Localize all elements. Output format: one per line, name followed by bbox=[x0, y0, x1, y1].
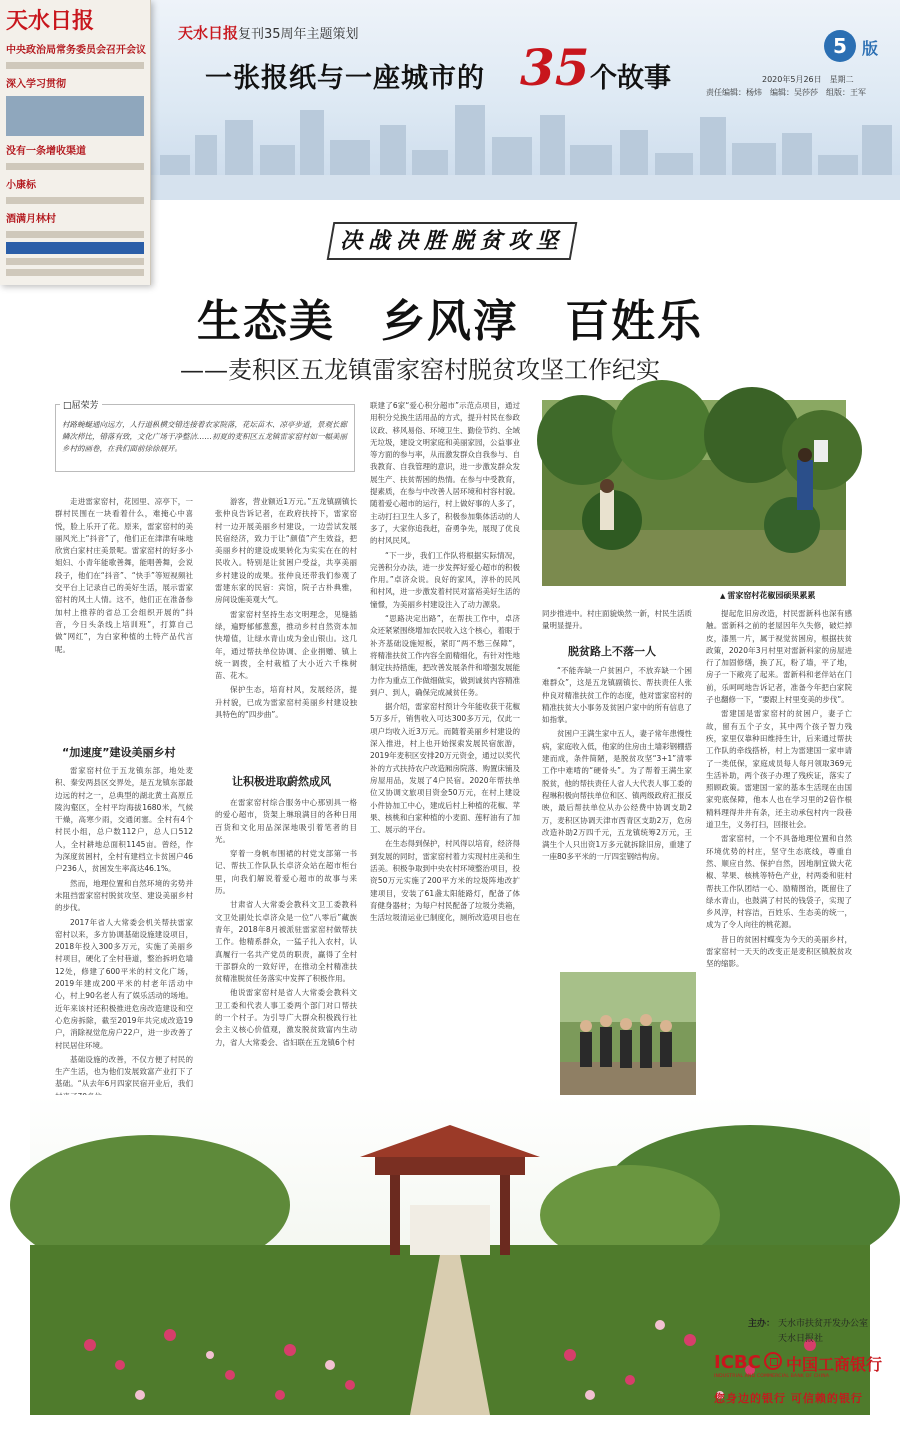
paragraph: 甘肃省人大常委会教科文卫工委教科文卫处副处长卓济众是一位“八零后”藏族青年，2018年8月被派驻雷家窑村做帮扶工作。他精系群众，一猛子扎入农村，认真履行一名共产党员的职责，赢得了全村干部群众的一致好评，在推动全村精准扶贫精准脱贫任务落实中发挥了积极作用。 bbox=[215, 900, 357, 984]
paragraph: 昔日的贫困村蝶变为今天的美丽乡村，雷家窑村一天天的改变正是麦积区镇脱贫攻坚的缩影。 bbox=[706, 934, 852, 969]
paragraph: 游客，营业额近1万元。”五龙镇副镇长张仲良告诉记者，在政府扶持下，雷家窑村一边开展美丽乡村建设，一边尝试发展民宿经济，致力于让“颜值”产生效益，把美丽乡村的建设成果转化为实实在在的村民收入。特别是让贫困户受益，共享美丽乡村建设的成果。张仲良还带我们参观了雷建东家的民宿：宾馆，院子古朴典雅，房间设施美观大气。 bbox=[215, 497, 357, 605]
editor-credits: 责任编辑：杨炜 编辑：吴莎莎 组版：王军 bbox=[706, 88, 866, 97]
paragraph: 雷家窑村位于五龙镇东部，地处麦积、秦安两县区交界处，是五龙镇东部最边远的村之一，总典型的湖北黄土高原丘陵沟壑区，全村平均海拔1680米，气候干燥，高寒少雨，交通闭塞。全村有4个村民小组，总户数112户，总人口512人，全村耕地总面积1145亩。曾经，作为深度贫困村，全村有建档立卡贫困户46户236人，贫困发生率高达46.1%。 bbox=[55, 766, 193, 874]
feature-title-number: 35 bbox=[520, 38, 590, 97]
thumb-headline: 中央政治局常务委员会召开会议 bbox=[6, 45, 146, 56]
paragraph: 雷建国是雷家窑村的贫困户，妻子亡故，留有五个子女，其中两个孩子智力残疾，家里仅靠种田维持生计，后来通过帮扶工作队的牵线搭桥，村上为雷建国一家申请了一类低保，家庭成员每人每月领取369元生活补助，两个孩子办理了残疾证，落实了照顾政策。雷建国一家的基本生活现在由国家兜底保障，他本人也在学习里的2倍作根精料理得井井有条，还主动承包村内一段巷道卫生，义务打扫，回报社会。 bbox=[706, 709, 852, 830]
photo-caption: ▲ 雷家窑村花椒园硕果累累 bbox=[720, 590, 815, 601]
paragraph: 贫困户王满生家中五人，妻子常年患慢性病，家庭收入低，他家的住房由土墙彩钢棚搭建而成，条件简陋，是脱贫攻坚“3+1”清零工作中难啃的“硬骨头”。为了帮着王满生家脱贫，他的帮扶责任人省人大代表人事工委的程琳积极向帮扶单位和区、镇两级政府汇报反映，最后帮扶单位从办公经费中协调支助2万，麦积区协调天津市西青区支助2万，危房改造补助2万四千元，五龙镇统筹2万元，王满生个人只出资1万多元就拆除旧房，重建了一座80多平米的一厅四室钢结构房。 bbox=[542, 729, 692, 862]
article-column-4b bbox=[542, 665, 692, 965]
city-skyline-illustration bbox=[150, 95, 900, 200]
paragraph: 同步推进中。村庄面貌焕然一新，村民生活质量明显提升。 bbox=[542, 609, 692, 631]
thumb-blue-strip bbox=[6, 242, 144, 254]
thumb-headline: 小康标 bbox=[6, 180, 36, 191]
feature-theme: 复刊35周年主题策划 bbox=[238, 27, 359, 42]
issue-date: 2020年5月26日 星期二 bbox=[762, 75, 854, 84]
paragraph: 雷家窑村坚持生态文明理念，见缝插绿，遍野郁郁葱葱，推动乡村自然资本加快增值，让绿水青山成为金山银山。这几年，通过帮扶单位协调、企业捐赠、镇上统一调拨，全村栽植了大小近六千株树苗、花木。 bbox=[215, 609, 357, 681]
paragraph: 在生态得到保护，村风得以培育，经济得到发展的同时，雷家窑村着力实现村庄美和生活美。积极争取到中央农村环境整治项目，投资50万元实施了200平方米的垃圾阵地改扩建项目，安装了61盏太阳能路灯，配备了体育健身器材；为每户村民配备了垃圾分类箱，生活垃圾清运业已制度化，厕所改造项目也在 bbox=[370, 839, 520, 923]
paragraph: 联建了6家“爱心积分超市”示范点项目，通过用积分兑换生活用品的方式，提升村民在参政议政、移风易俗、环境卫生、勤俭节约、全域无垃圾，建设文明家庭和美丽家园，公益事业等方面的参与率，从而激发群众自我参与、自我教育、自我管理的意识，进一步激发群众发展生产、扶贫帮困的热情。在参与中受教育，提素质，在参与中改善人居环境和村容村貌。随着爱心超市的运行，村上做好事的人多了，主动打扫卫生人多了，积极参加集体活动的人多了，大家你追我赶，奋勇争先，展现了优良的村风民风。 bbox=[370, 401, 520, 546]
article-column-1b bbox=[55, 765, 193, 1089]
paragraph: 穿着一身帆布围裙的村党支部第一书记、帮扶工作队队长卓济众站在超市柜台里，向我们解说着爱心超市的故事与来历。 bbox=[215, 849, 357, 896]
article-column-2b bbox=[215, 797, 357, 1087]
sponsor-label: 主办： bbox=[748, 1319, 776, 1329]
icbc-wordmark: ICBC bbox=[714, 1352, 761, 1373]
paragraph: 提起危旧房改造，村民雷新科也深有感触。雷新科之前的老屋因年久失修，破烂掉皮，漆黑一片，属于视觉贫困房，根据扶贫政策，2020年3月村里对雷新科家的房屋进行了加固修缮，换了瓦，粉了墙，平了地，房子一下敞亮了起来。雷新科和老伴站在门前，乐呵呵地告诉记者，准备今年把白家院子也翻修一下，“要跟上村里变美的步伐”。 bbox=[706, 609, 852, 705]
paragraph: 在雷家窑村综合服务中心那别具一格的爱心超市，货架上琳琅满目的各种日用百货和文化用品深深地吸引着笔者的目光。 bbox=[215, 798, 357, 844]
lead-paragraph: 村路蜿蜒通向远方，人行道枞横交错连接着农家院落，花坛苗木、凉亭步道，景观长廊鳞次栉比，错落有致，文化广场干净整洁……初夏的麦积区五龙镇雷家窑村如一幅美丽乡村的画卷，在我们面前徐徐展开。 bbox=[62, 420, 347, 453]
sponsor-name: 天水市扶贫开发办公室 bbox=[778, 1319, 869, 1329]
article-column-4 bbox=[542, 608, 692, 634]
article-author: □屈荣芳 bbox=[60, 398, 102, 411]
paragraph: 据介绍，雷家窑村预计今年能收获干花椒5万多斤，销售收入可达300多万元，仅此一项户均收入近3万元。而随着美丽乡村建设的深入推进，村上也开始探索发展民宿旅游，2019年麦积区安排20万元资金，通过以奖代补的方式扶持农户改造厢房院落、购置床铺及房屋用品，发展了4户民宿。2020年帮扶单位又协调文旅项目资金50万元，在村上建设小件协加工中心，建成后村上种植的花椒、苹果、核桃和白家种植的小麦面、莲籽油有了加工、展示的平台。 bbox=[370, 702, 520, 835]
paragraph: “下一步，我们工作队将根据实际情况，完善积分办法，进一步发挥好爱心超市的积极作用。”卓济众说。良好的家风，淳朴的民风和村风，进一步激发着村民对富裕美好生活的憧憬，为美丽乡村建设注入了动力源泉。 bbox=[370, 550, 520, 609]
paragraph: 2017年省人大常委会机关帮扶雷家窑村以来，多方协调基础设施建设项目，2018年投入300多万元，实施了美丽乡村项目，硬化了全村巷道，整治拆坍危墙12处，修建了600平米的村文化广场，2019年建成200平米的村老年活动中心，村上90名老人有了娱乐活动的场地。近年来该村还积极推进危房改造建设和空心危房拆除，截至2019年共完成改造19户，消除视觉危房户22户，进一步改善了村民居住环境。 bbox=[55, 917, 193, 1050]
section-subhead: “加速度”建设美丽乡村 bbox=[62, 746, 176, 759]
icbc-english-name: INDUSTRIAL AND COMMERCIAL BANK OF CHINA bbox=[714, 1374, 830, 1379]
paragraph: “思路决定出路”，在帮扶工作中，卓济众还紧紧围绕增加农民收入这个核心，着眼于补齐基础设施短板，紧盯“两不愁三保障”，将精准扶贫工作内容全面精细化，有针对性地制定扶持措施，把改善发展条件和增强发展能力作为重点工作做细做实，做到诚贫内容精准到户、到人，确保完成减贫任务。 bbox=[370, 614, 520, 697]
newspaper-brand: 天水日报 bbox=[178, 24, 239, 42]
thumb-headline: 深入学习贯彻 bbox=[6, 79, 66, 90]
icbc-chinese-name: 中国工商银行 bbox=[786, 1355, 883, 1374]
article-column-1 bbox=[55, 496, 193, 696]
paragraph: “不能奔缺一户贫困户，不放弃缺一个困难群众”，这是五龙镇副镇长、帮扶责任人张仲良对精准扶贫工作的态度，他对雷家窑村的精准扶贫大小事务及贫困户家中的所有信息了如指掌。 bbox=[542, 666, 692, 725]
section-subhead: 让积极进取蔚然成风 bbox=[232, 775, 331, 788]
thumb-photo bbox=[6, 96, 144, 136]
paragraph: 基础设施的改善，不仅方便了村民的生产生活，也为他们发展致富产业打下了基础。“从去年6月四家民宿开业后，我们 bbox=[55, 1054, 193, 1089]
village-meeting-photo bbox=[560, 972, 696, 1108]
thumb-masthead: 天水日报 bbox=[6, 8, 95, 34]
article-subtitle: —— 麦积区五龙镇雷家窑村脱贫攻坚工作纪实 bbox=[180, 350, 660, 385]
page-unit: 版 bbox=[862, 39, 879, 58]
section-subhead: 脱贫路上不落一人 bbox=[568, 645, 656, 658]
page-number-badge: 5 bbox=[824, 30, 856, 62]
previous-front-page-thumbnail bbox=[0, 0, 151, 285]
icbc-logo-icon bbox=[764, 1352, 782, 1370]
section-banner: 决战决胜脱贫攻坚 bbox=[327, 222, 578, 260]
paragraph: 雷家窑村，一个不具备地理位置和自然环境优势的村庄，坚守生态底线，尊重自然、顺应自然、保护自然，因地制宜做大花椒、苹果、核桃等特色产业，村两委和驻村帮扶工作队团结一心、励精图治，既留住了绿水青山，也鼓满了村民的钱袋子，实现了乡风淳，村容洁，百姓乐、生态美的统一，成为了令人向往的桃花源。 bbox=[706, 834, 852, 930]
pepper-orchard-photo bbox=[542, 400, 846, 586]
feature-title-prefix: 一张报纸与一座城市的 bbox=[205, 63, 485, 94]
paragraph: 他说雷家窑村是省人大常委会教科文卫工委和代表人事工委两个部门对口帮扶的一个村子。为引导广大群众积极践行社会主义核心价值观，激发脱贫致富内生动力，省人大常委会、省妇联在五龙镇6个村 bbox=[215, 988, 357, 1047]
thumb-headline: 酒满月林村 bbox=[6, 214, 56, 225]
article-column-3 bbox=[370, 400, 520, 1090]
article-column-2 bbox=[215, 496, 357, 766]
article-column-5 bbox=[706, 608, 852, 1088]
article-title: 生态美 乡风淳 百姓乐 bbox=[197, 296, 703, 347]
paragraph: 保护生态，培育村风，发展经济，提升村貌，已成为雷家窑村美丽乡村建设独具特色的“四步曲”。 bbox=[215, 685, 357, 720]
icbc-slogan: 您身边的银行 可信赖的银行 bbox=[714, 1392, 863, 1405]
thumb-headline: 没有一条增收渠道 bbox=[6, 146, 86, 157]
feature-title-suffix: 个故事 bbox=[590, 63, 671, 94]
sponsor-name: 天水日报社 bbox=[778, 1334, 824, 1344]
paragraph: 然而，地理位置和自然环境的劣势并未阻挡雷家窑村脱贫攻坚、建设美丽乡村的步伐。 bbox=[55, 878, 193, 913]
paragraph: 走进雷家窑村，花园里、凉亭下，一群村民围在一块看着什么，难掩心中喜悦，脸上乐开了花。原来，雷家窑村的美丽风光上“抖音”了，他们正在津津有味地欣赏白家村庄美景呢。雷家窑村的好多小姐妇、小青年能歌善舞，能唱善舞，会说段子，他们在“抖音”、“快手”等短视频社交平台上记录自己的美好生活，展示雷家窑村的风土人情。这不，他们正在准备参加村上推荐的省总工会组织开展的“抖音，今日头条线上培训班”，打算自己做“网红”，为白家种植的土特产品代言呢。 bbox=[55, 497, 193, 654]
